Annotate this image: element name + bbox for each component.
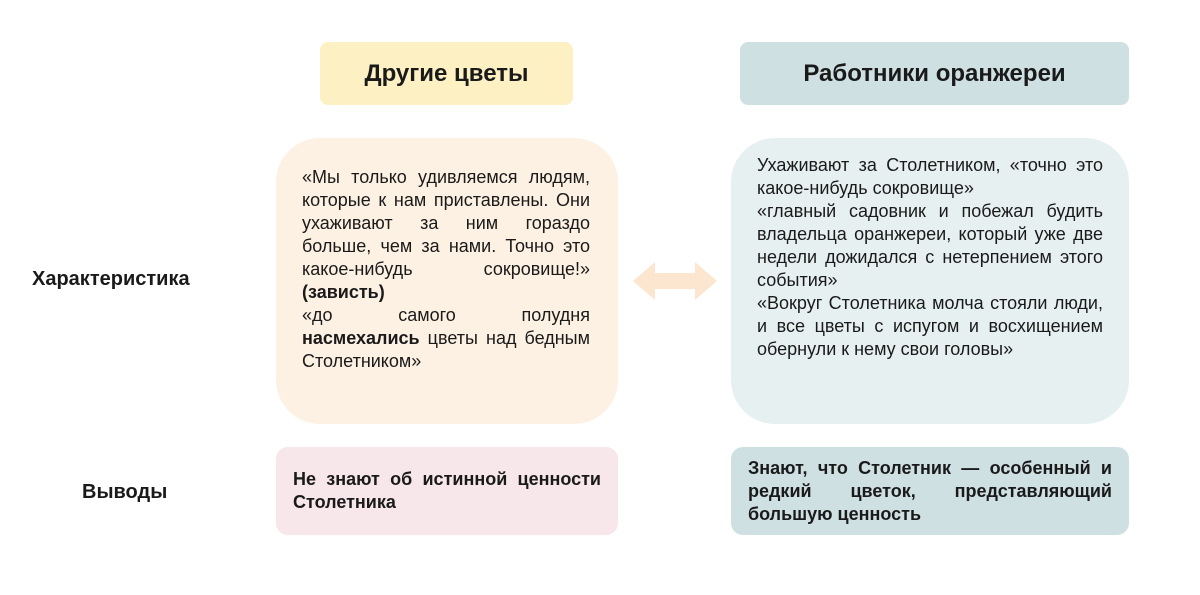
double-arrow-icon: [633, 262, 717, 300]
left-conclusion-box: Не знают об истинной ценности Столетника: [276, 447, 618, 535]
header-greenhouse-workers: Работники оранжереи: [740, 42, 1129, 105]
right-quote-2: «главный садовник и побежал будить владельца оранжереи, который уже две недели дожидался с нетерпением этого события»: [757, 201, 1103, 290]
left-characteristic-card: [276, 138, 618, 424]
left-quote-2: «до самого полудня насмехались цветы над бедным Столетником»: [302, 305, 590, 371]
right-conclusion-box: Знают, что Столетник — особенный и редкий цветок, представляющий большую ценность: [731, 447, 1129, 535]
right-quote-1: Ухаживают за Столетником, «точно это какое-нибудь сокровище»: [757, 155, 1103, 198]
right-characteristic-card: [731, 138, 1129, 424]
row-label-characteristic: Характеристика: [32, 268, 190, 290]
right-quote-3: «Вокруг Столетника молча стояли люди, и все цветы с испугом и восхищением обернули к нему свои головы»: [757, 293, 1103, 359]
left-quote-1: «Мы только удивляемся людям, которые к нам приставлены. Они ухаживают за ним гораздо больше, чем за нами. Точно это какое-нибудь сокровище!» (зависть): [302, 167, 590, 302]
row-label-conclusions: Выводы: [82, 481, 168, 503]
header-other-flowers: Другие цветы: [320, 42, 573, 105]
